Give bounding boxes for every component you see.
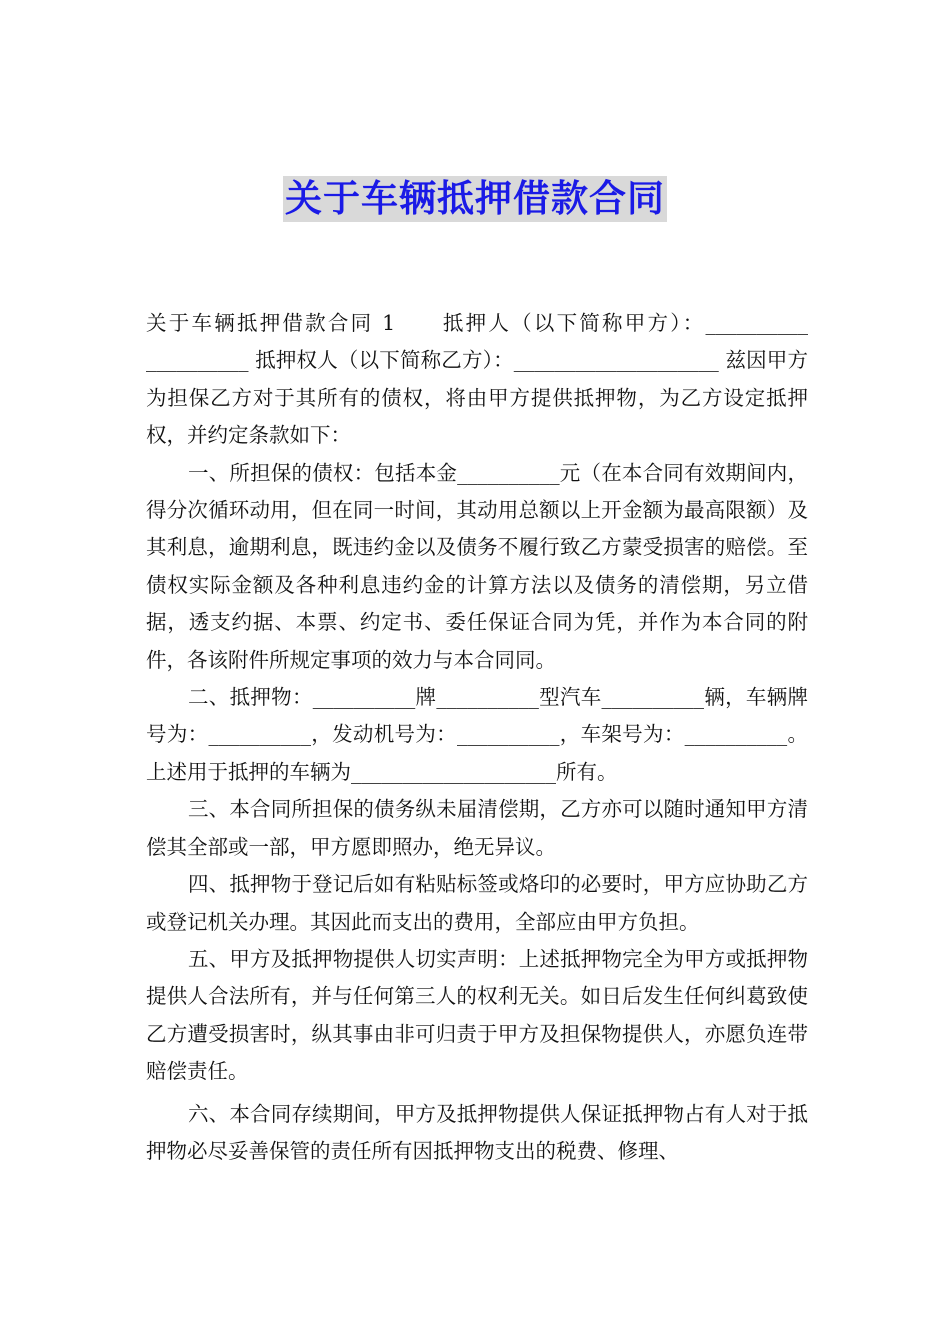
title-container	[0, 176, 950, 222]
paragraph-clause-5: 五、甲方及抵押物提供人切实声明：上述抵押物完全为甲方或抵押物提供人合法所有，并与任何第三人的权利无关。如日后发生任何纠葛致使乙方遭受损害时，纵其事由非可归责于甲方及担保物提供人，亦愿负连带赔偿责任。	[146, 946, 808, 1084]
paragraph-clause-2: 二、抵押物：__________牌__________型汽车__________辆，车辆牌号为：__________，发动机号为：__________，车架号为：__________。上述用于抵押的车辆为____________________所有。	[146, 685, 808, 784]
document-title: 关于车辆抵押借款合同	[285, 177, 665, 220]
paragraph-clause-1: 一、所担保的债权：包括本金__________元（在本合同有效期间内，得分次循环动用，但在同一时间，其动用总额以上开金额为最高限额）及其利息，逾期利息，既违约金以及债务不履行致乙方蒙受损害的赔偿。至债权实际金额及各种利息违约金的计算方法以及债务的清偿期，另立借据，透支约据、本票、约定书、委任保证合同为凭，并作为本合同的附件，各该附件所规定事项的效力与本合同同。	[146, 460, 808, 672]
paragraph-clause-4: 四、抵押物于登记后如有粘贴标签或烙印的必要时，甲方应协助乙方或登记机关办理。其因此而支出的费用，全部应由甲方负担。	[146, 872, 808, 934]
paragraph-intro: 关于车辆抵押借款合同 1 抵押人（以下简称甲方）：__________ __________ 抵押权人（以下简称乙方）：____________________ 兹因甲方为担保乙方对于其所有的债权，将由甲方提供抵押物，为乙方设定抵押权，并约定条款如下：	[146, 311, 808, 448]
paragraph-clause-3: 三、本合同所担保的债务纵未届清偿期，乙方亦可以随时通知甲方清偿其全部或一部，甲方愿即照办，绝无异议。	[146, 797, 808, 859]
paragraph-clause-6: 六、本合同存续期间，甲方及抵押物提供人保证抵押物占有人对于抵押物必尽妥善保管的责任所有因抵押物支出的税费、修理、	[146, 1101, 808, 1163]
document-body	[146, 305, 808, 1170]
